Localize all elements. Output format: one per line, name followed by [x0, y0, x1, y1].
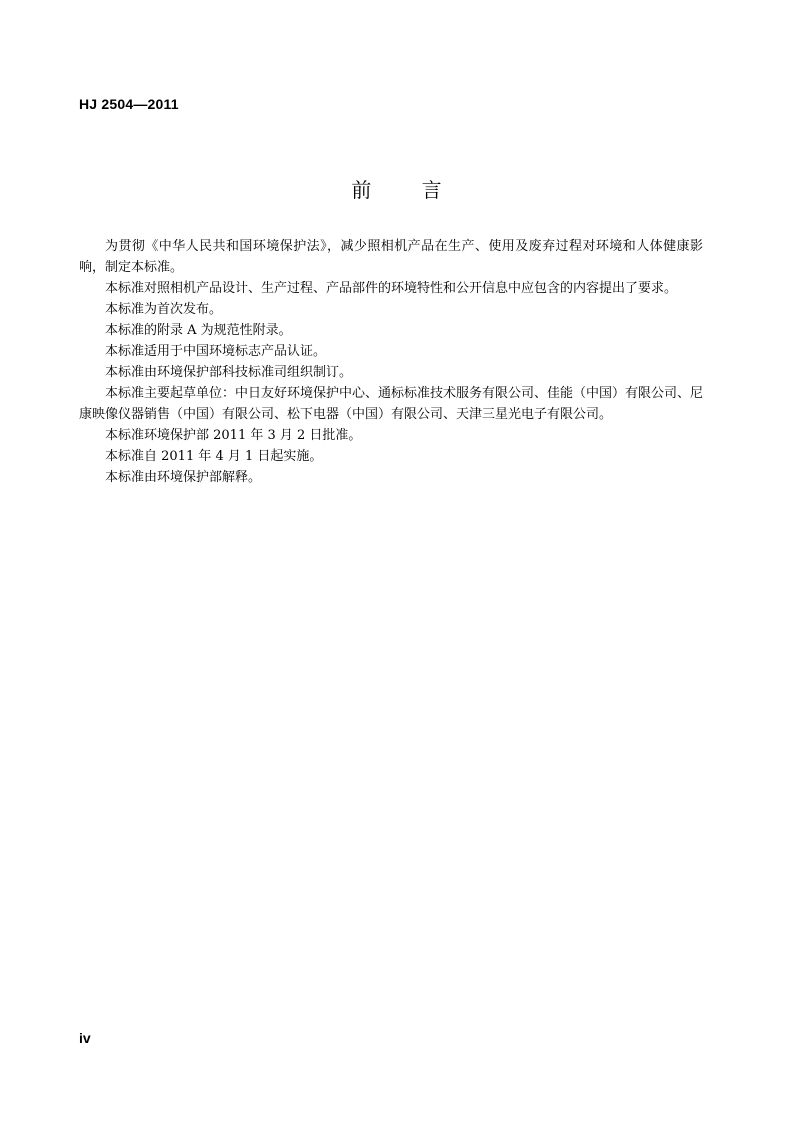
paragraph-effective-date: 本标准自 2011 年 4 月 1 日起实施。: [105, 449, 323, 464]
page-number: iv: [79, 1030, 91, 1046]
paragraph-first-release: 本标准为首次发布。: [105, 302, 223, 317]
foreword-body: [79, 236, 703, 488]
standard-code: HJ 2504—2011: [79, 96, 179, 112]
paragraph-interpretation: 本标准由环境保护部解释。: [105, 470, 262, 485]
paragraph-application: 本标准适用于中国环境标志产品认证。: [105, 344, 327, 359]
paragraph-purpose: 为贯彻《中华人民共和国环境保护法》，减少照相机产品在生产、使用及废弃过程对环境和人体健康影响，制定本标准。: [79, 239, 703, 275]
paragraph-drafting-units: 本标准主要起草单位：中日友好环境保护中心、通标标准技术服务有限公司、佳能（中国）有限公司、尼康映像仪器销售（中国）有限公司、松下电器（中国）有限公司、天津三星光电子有限公司。: [79, 386, 704, 422]
paragraph-appendix: 本标准的附录 A 为规范性附录。: [105, 323, 292, 338]
paragraph-approval-date: 本标准环境保护部 2011 年 3 月 2 日批准。: [105, 428, 362, 443]
paragraph-organizer: 本标准由环境保护部科技标准司组织制订。: [105, 365, 353, 380]
page-title: 前 言: [351, 178, 464, 202]
paragraph-scope: 本标准对照相机产品设计、生产过程、产品部件的环境特性和公开信息中应包含的内容提出了要求。: [105, 281, 678, 296]
